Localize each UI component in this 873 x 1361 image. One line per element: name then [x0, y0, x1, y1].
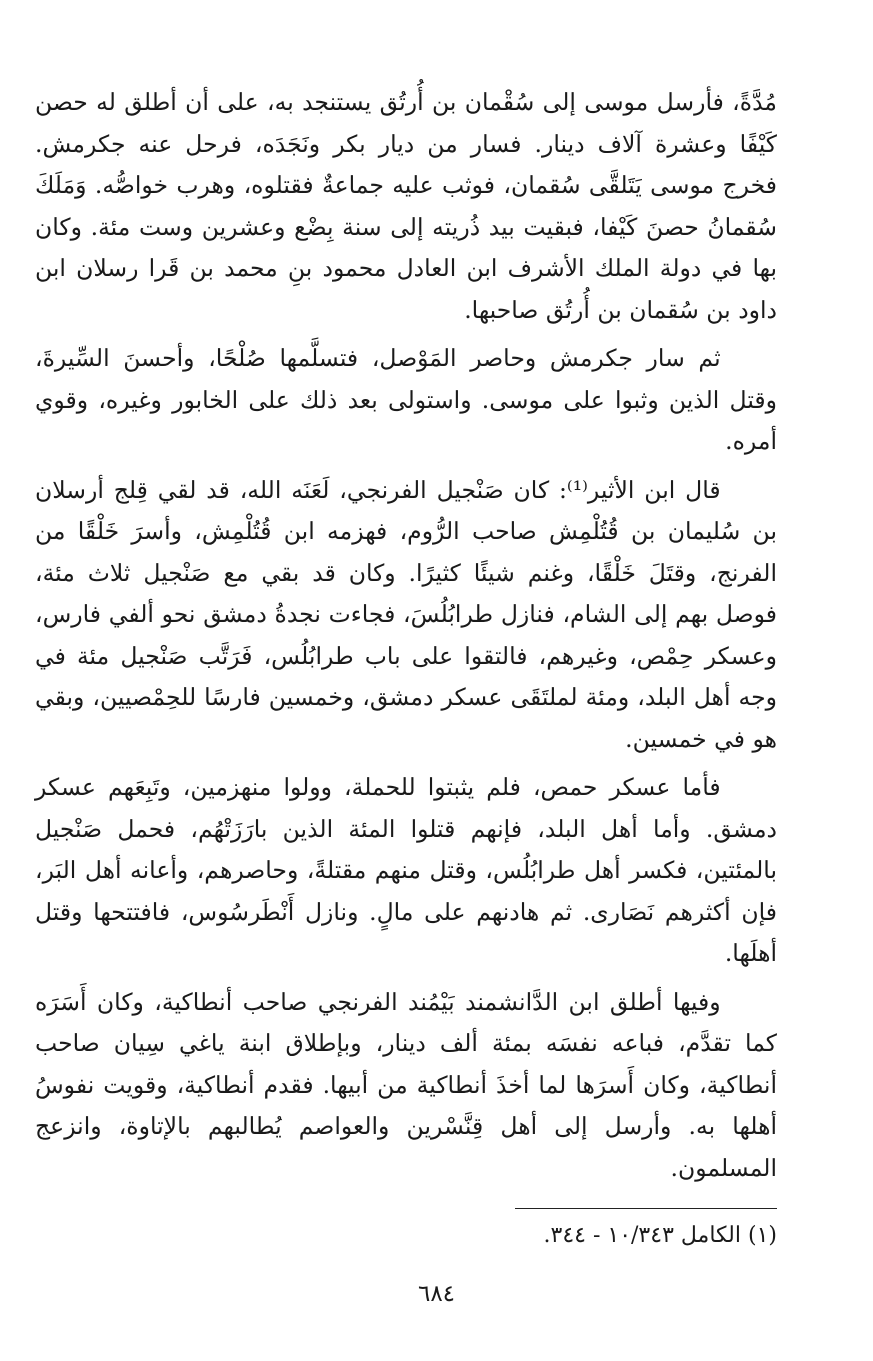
footnote: (١) الكامل ١٠/٣٤٣ - ٣٤٤.: [543, 1223, 777, 1248]
paragraph-3: قال ابن الأثير⁽¹⁾: كان صَنْجيل الفرنجي، لَعَنَه الله، قد لقي قِلج أرسلان بن سُليمان بن قُتُلْمِش صاحب الرُّوم، فهزمه ابن قُتُلْمِش، وأسرَ خَلْقًا من الفرنج، وقتَلَ خَلْقًا، وغنم شيئًا كثيرًا. وكان قد بقي مع صَنْجيل ثلاث مئة، فوصل بهم إلى الشام، فنازل طرابُلُسَ، فجاءت نجدةُ دمشق نحو ألفي فارس، وعسكر حِمْص، وغيرهم، فالتقوا على باب طرابُلُس، فَرَتَّب صَنْجيل مئة في وجه أهل البلد، ومئة لملتَقَى عسكر دمشق، وخمسين فارسًا للحِمْصيين، وبقي هو في خمسين.: [35, 475, 777, 753]
footnote-separator: [515, 1208, 777, 1209]
paragraph-4: فأما عسكر حمص، فلم يثبتوا للحملة، وولوا منهزمين، وتَبِعَهم عسكر دمشق. وأما أهل البلد، فإنهم قتلوا المئة الذين بارَزَتْهُم، فحمل صَنْجيل بالمئتين، فكسر أهل طرابُلُس، وقتل منهم مقتلةً، وحاصرهم، وأعانه أهل البَر، فإن أكثرهم نَصَارى. ثم هادنهم على مالٍ. ونازل أَنْطَرسُوس، فافتتحها وقتل أهلَها.: [35, 773, 777, 967]
paragraph-1: مُدَّةً، فأرسل موسى إلى سُقْمان بن أُرتُق يستنجد به، على أن أطلق له حصن كَيْفًا وعشرة آلاف دينار. فسار من ديار بكر ونَجَدَه، فرحل عنه جكرمش. فخرج موسى يَتَلقَّى سُقمان، فوثب عليه جماعةٌ فقتلوه، وهرب خواصُّه. وَمَلَكَ سُقمانُ حصنَ كَيْفا، فبقيت بيد ذُريته إلى سنة بِضْع وعشرين وست مئة. وكان بها في دولة الملك الأشرف ابن العادل محمود بنِ محمد بن قَرا رسلان ابن داود بن سُقمان بن أُرتُق صاحبها.: [35, 88, 777, 324]
paragraph-2: ثم سار جكرمش وحاصر المَوْصل، فتسلَّمها صُلْحًا، وأحسنَ السِّيرةَ، وقتل الذين وثبوا على موسى. واستولى بعد ذلك على الخابور وغيره، وقوي أمره.: [35, 344, 777, 455]
main-text-block: [35, 82, 777, 1196]
page-number: ٦٨٤: [417, 1281, 456, 1307]
paragraph-5: وفيها أطلق ابن الدَّانشمند بَيْمُند الفرنجي صاحب أنطاكية، وكان أَسَرَه كما تقدَّم، فباعه نفسَه بمئة ألف دينار، وبإطلاق ابنة ياغي سِيان صاحب أنطاكية، وكان أَسرَها لما أخذَ أنطاكية من أبيها. فقدم أنطاكية، وقويت نفوسُ أهلها به. وأرسل إلى أهل قِنَّسْرين والعواصم يُطالبهم بالإتاوة، وانزعج المسلمون.: [35, 987, 777, 1182]
